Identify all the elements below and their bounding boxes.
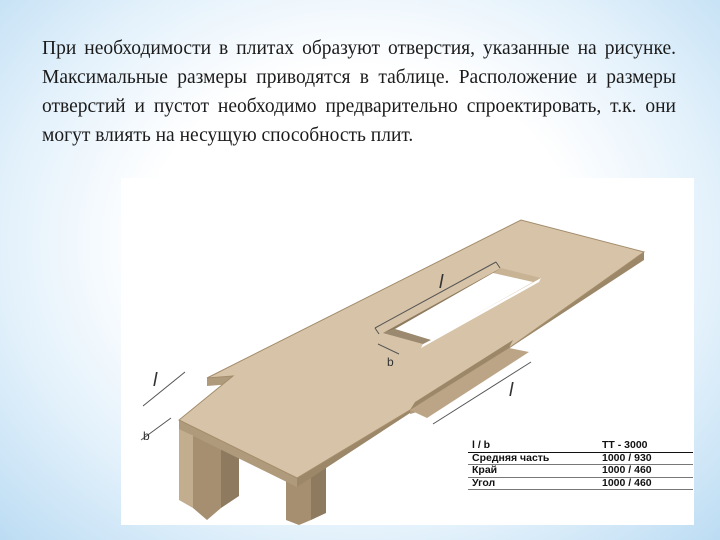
table-header-cell: l / b bbox=[468, 440, 598, 452]
dim-label-l-right: l bbox=[509, 380, 514, 401]
slide-paragraph: При необходимости в плитах образуют отверстия, указанные на рисунке. Максимальные размеры приводятся в таблице. Расположение и размеры отверстий и пустот необходимо предварительно спроектировать, т.к. они могут влиять на несущую способность плит. bbox=[42, 38, 676, 146]
table-cell: Угол bbox=[468, 477, 598, 490]
dim-label-l-left: l bbox=[153, 370, 158, 391]
table-header-cell: TT - 3000 bbox=[598, 440, 693, 452]
table-row bbox=[468, 477, 693, 490]
slab-figure bbox=[121, 178, 694, 525]
table-cell: 1000 / 460 bbox=[598, 477, 693, 490]
table-cell: 1000 / 460 bbox=[598, 465, 693, 478]
table-row bbox=[468, 465, 693, 478]
dim-label-b-top: b bbox=[387, 355, 394, 369]
table-cell: Средняя часть bbox=[468, 452, 598, 465]
opening-size-table bbox=[468, 440, 693, 490]
table-header-row bbox=[468, 440, 693, 452]
table-row bbox=[468, 452, 693, 465]
table-cell: 1000 / 930 bbox=[598, 452, 693, 465]
table-cell: Край bbox=[468, 465, 598, 478]
dim-label-b-left: b bbox=[143, 429, 150, 443]
dim-label-l-top: l bbox=[439, 272, 444, 293]
